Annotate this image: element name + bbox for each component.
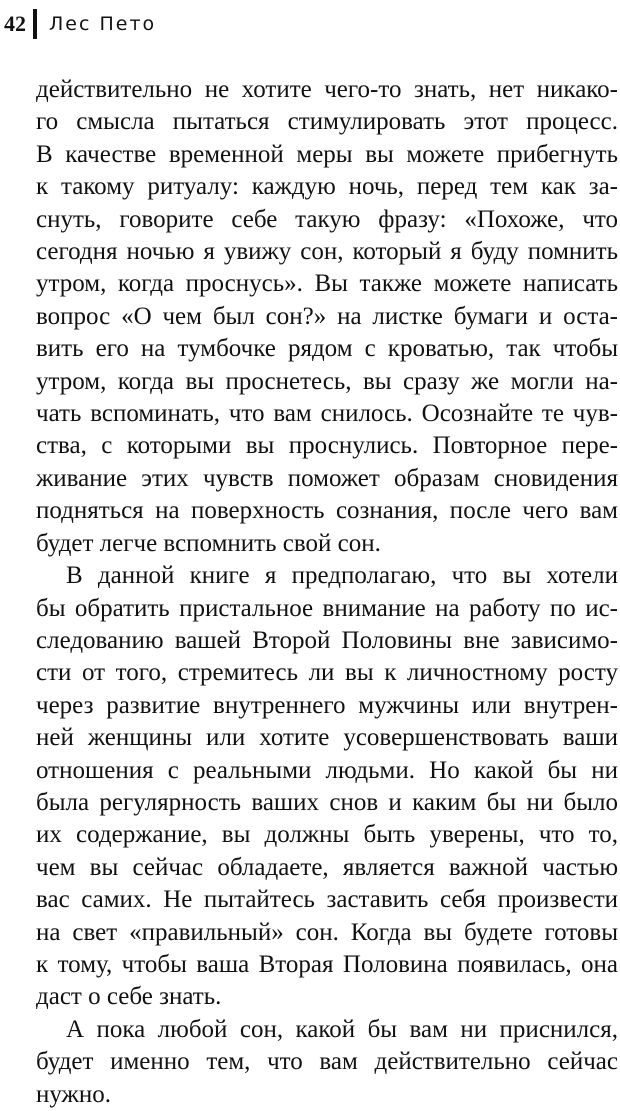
text-line: сти от того, стремитесь ли вы к личностному росту <box>36 659 618 687</box>
header-divider <box>33 9 37 39</box>
text-line: В качестве временной меры вы можете прибегнуть <box>36 140 618 168</box>
text-line: к тому, чтобы ваша Вторая Половина появилась, она <box>36 950 618 978</box>
text-line: будет легче вспомнить свой сон. <box>36 529 381 557</box>
text-line: действительно не хотите чего-то знать, нет никако- <box>36 76 618 103</box>
text-line: бы обратить пристальное внимание на работу по ис- <box>36 594 618 622</box>
text-line: чем вы сейчас обладаете, является важной частью <box>36 853 618 881</box>
text-line: будет именно тем, что вам действительно сейчас <box>36 1048 618 1076</box>
text-line: чать вспоминать, что вам снилось. Осознайте те чув- <box>36 400 618 428</box>
text-line: нужно. <box>36 1080 111 1108</box>
body-text <box>36 74 618 1111</box>
text-line: ства, с которыми вы проснулись. Повторное пере- <box>36 432 618 460</box>
running-head-author: Лес Пето <box>49 13 157 35</box>
text-line: через развитие внутреннего мужчины или внутрен- <box>36 691 618 719</box>
text-line: В данной книге я предполагаю, что вы хотели <box>66 562 618 590</box>
text-line: вить его на тумбочке рядом с кроватью, так чтобы <box>36 335 618 363</box>
text-line: А пока любой сон, какой бы вам ни приснился, <box>66 1015 618 1043</box>
paragraph <box>36 1014 618 1111</box>
text-line: была регулярность ваших снов и каким бы ни было <box>36 788 618 816</box>
text-line: подняться на поверхность сознания, после чего вам <box>36 497 618 525</box>
text-line: отношения с реальными людьми. Но какой бы ни <box>36 756 618 784</box>
text-line: вас самих. Не пытайтесь заставить себя произвести <box>36 886 618 914</box>
text-line: на свет «правильный» сон. Когда вы будете готовы <box>36 918 618 946</box>
text-line: следованию вашей Второй Половины вне зависимо- <box>36 626 618 654</box>
page-header <box>4 6 156 42</box>
text-line: живание этих чувств поможет образам сновидения <box>36 464 618 492</box>
page-number: 42 <box>4 11 26 36</box>
text-line: даст о себе знать. <box>36 983 222 1011</box>
paragraph <box>36 74 618 560</box>
text-line: ней женщины или хотите усовершенствовать ваши <box>36 724 618 752</box>
text-line: к такому ритуалу: каждую ночь, перед тем как за- <box>36 173 618 201</box>
paragraph <box>36 560 618 1014</box>
text-line: утром, когда проснусь». Вы также можете написать <box>36 270 618 298</box>
text-line: снуть, говорите себе такую фразу: «Похоже, что <box>36 205 618 233</box>
text-line: утром, когда вы проснетесь, вы сразу же могли на- <box>36 367 618 395</box>
text-line: вопрос «О чем был сон?» на листке бумаги и оста- <box>36 302 618 330</box>
text-line: сегодня ночью я увижу сон, который я буду помнить <box>36 238 618 266</box>
text-line: их содержание, вы должны быть уверены, что то, <box>36 821 618 849</box>
text-line: го смысла пытаться стимулировать этот процесс. <box>36 108 618 136</box>
